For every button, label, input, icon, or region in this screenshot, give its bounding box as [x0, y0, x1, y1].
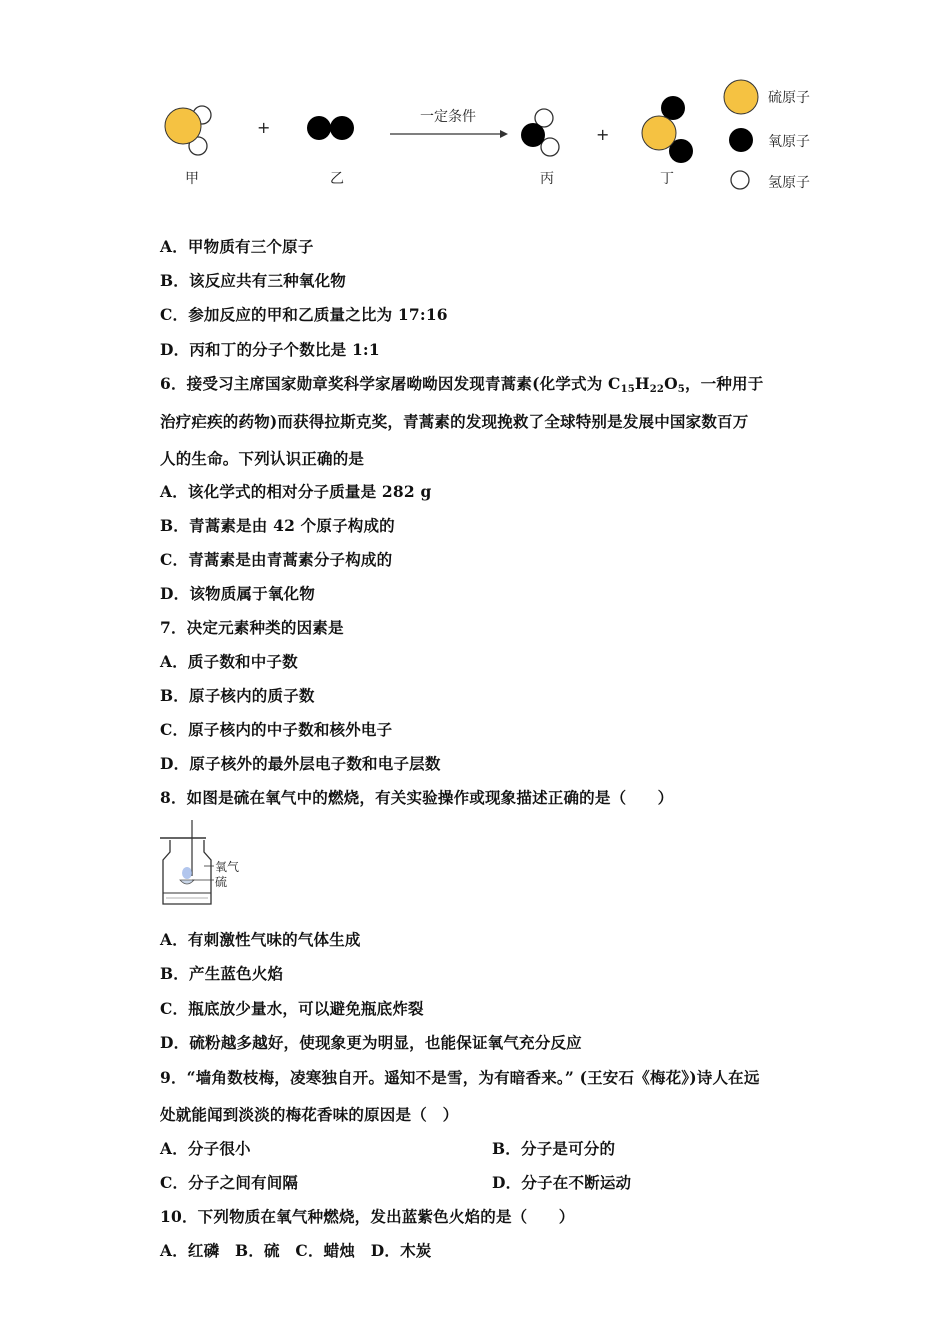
q9-stem-line2: 处就能闻到淡淡的梅花香味的原因是（ ）: [160, 1105, 459, 1124]
q7-option-b: B．原子核内的质子数: [160, 686, 315, 705]
legend-oxygen: 氧原子: [768, 134, 810, 150]
q6-option-c: C．青蒿素是由青蒿素分子构成的: [160, 550, 393, 569]
legend: [724, 80, 758, 189]
molecule-bing: [521, 109, 559, 156]
molecule-jia: [165, 106, 211, 155]
q8-option-b: B．产生蓝色火焰: [160, 964, 284, 983]
plus-sign-2: +: [596, 125, 610, 144]
figure-label-oxygen: 氧气: [215, 860, 240, 874]
label-jia: 甲: [185, 171, 199, 187]
legend-oxygen-swatch: [729, 128, 753, 152]
q8-option-d: D．硫粉越多越好，使现象更为明显，也能保证氧气充分反应: [160, 1033, 582, 1052]
q7-option-c: C．原子核内的中子数和核外电子: [160, 720, 393, 739]
q8-stem: 8．如图是硫在氧气中的燃烧，有关实验操作或现象描述正确的是（ ）: [160, 788, 674, 807]
reaction-condition: 一定条件: [420, 109, 476, 125]
legend-hydrogen: 氢原子: [768, 175, 810, 191]
q9-stem-line1: 9．“墙角数枝梅，凌寒独自开。遥知不是雪，为有暗香来。” (王安石《梅花》)诗人在远: [160, 1068, 760, 1087]
q6-stem-line1: 6．接受习主席国家勋章奖科学家屠呦呦因发现青蒿素(化学式为 $C_{15}H_{22}O_5$，一种用于: [160, 374, 764, 395]
q9-option-b: B．分子是可分的: [492, 1139, 616, 1158]
q8-option-a: A．有刺激性气味的气体生成: [160, 930, 361, 949]
figure-label-sulfur: 硫: [215, 875, 228, 889]
legend-sulfur-swatch: [724, 80, 758, 114]
molecule-ding: [642, 96, 693, 163]
q9-option-a: A．分子很小: [160, 1139, 251, 1158]
q9-option-c: C．分子之间有间隔: [160, 1173, 299, 1192]
q6-stem-line2: 治疗疟疾的药物)而获得拉斯克奖，青蒿素的发现挽救了全球特别是发展中国家数百万: [160, 412, 749, 431]
label-bing: 丙: [540, 171, 554, 187]
q5-option-d: D．丙和丁的分子个数比是 1:1: [160, 340, 380, 359]
q6-option-a: A．该化学式的相对分子质量是 282 g: [160, 482, 432, 501]
reaction-arrow: [390, 130, 508, 138]
q10-stem: 10．下列物质在氧气种燃烧，发出蓝紫色火焰的是（ ）: [160, 1207, 575, 1226]
q6-stem-line3: 人的生命。下列认识正确的是: [160, 449, 365, 468]
plus-sign-1: +: [257, 118, 271, 137]
q6-option-b: B．青蒿素是由 42 个原子构成的: [160, 516, 395, 535]
legend-hydrogen-swatch: [731, 171, 749, 189]
label-ding: 丁: [660, 171, 674, 187]
label-yi: 乙: [330, 171, 344, 187]
q6-option-d: D．该物质属于氧化物: [160, 584, 315, 603]
molecule-yi: [307, 116, 354, 140]
q8-option-c: C．瓶底放少量水，可以避免瓶底炸裂: [160, 999, 424, 1018]
q10-options: A．红磷 B．硫 C．蜡烛 D．木炭: [160, 1241, 432, 1260]
q5-option-b: B．该反应共有三种氧化物: [160, 271, 347, 290]
q5-option-c: C．参加反应的甲和乙质量之比为 17:16: [160, 305, 448, 324]
q7-option-a: A．质子数和中子数: [160, 652, 298, 671]
q7-stem: 7．决定元素种类的因素是: [160, 618, 344, 637]
q9-option-d: D．分子在不断运动: [492, 1173, 632, 1192]
q7-option-d: D．原子核外的最外层电子数和电子层数: [160, 754, 441, 773]
q5-option-a: A．甲物质有三个原子: [160, 237, 314, 256]
legend-sulfur: 硫原子: [768, 90, 810, 106]
